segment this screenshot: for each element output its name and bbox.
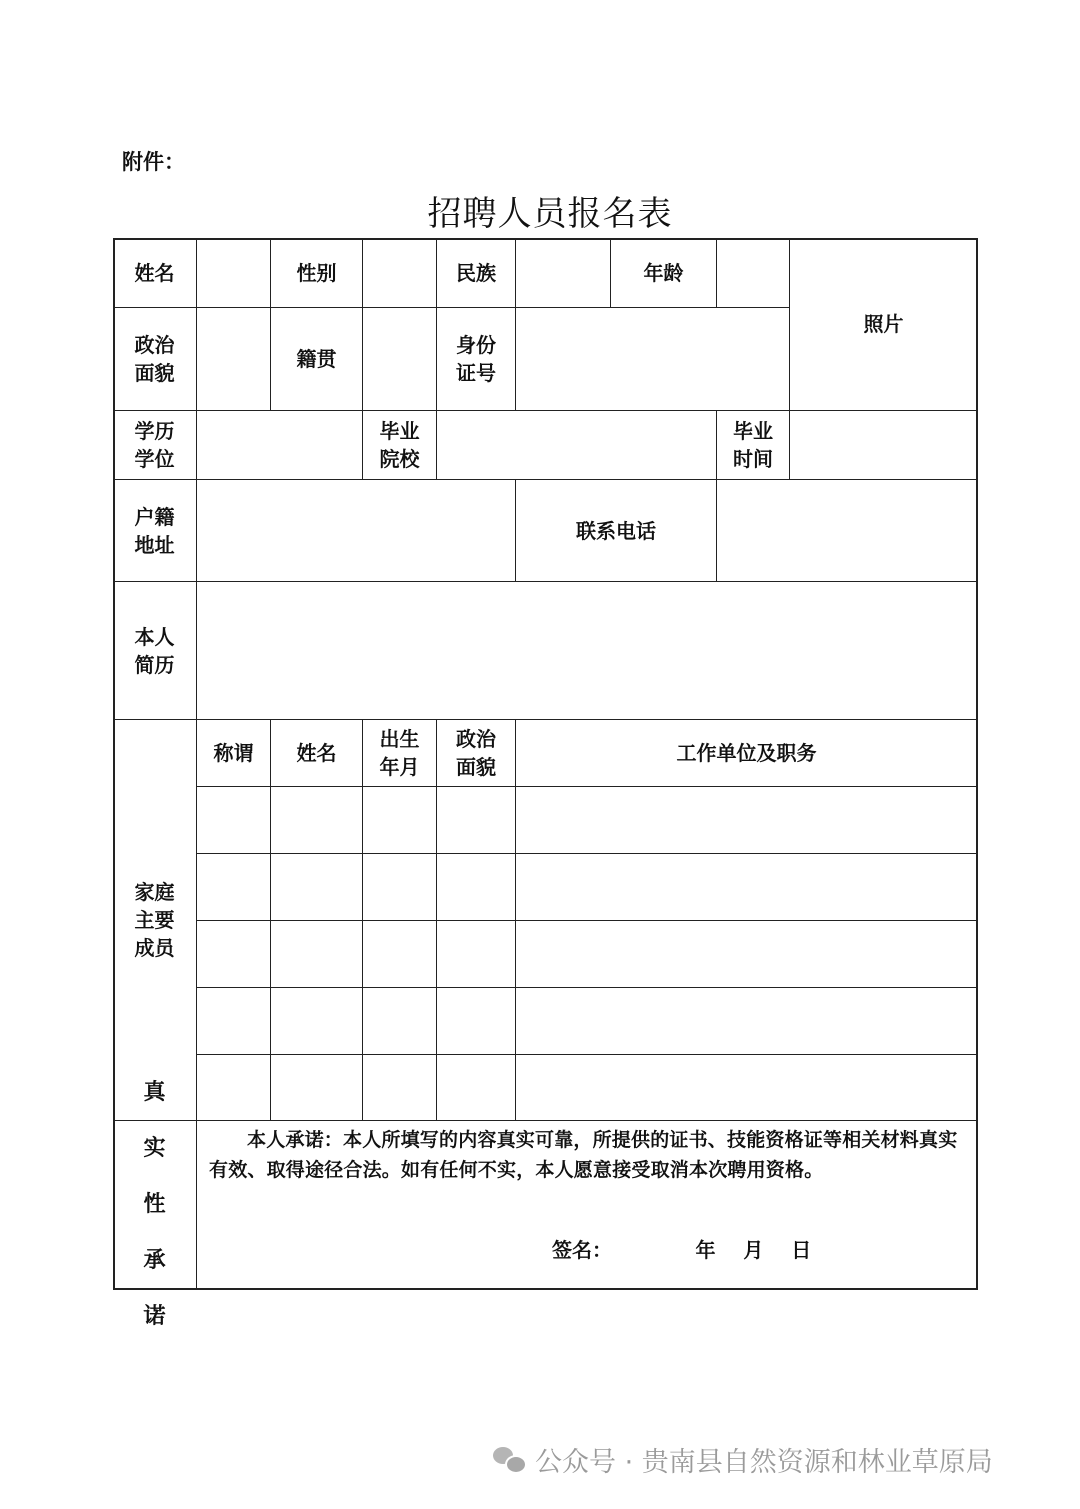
family-cell-political[interactable]	[437, 787, 516, 854]
family-cell-employer[interactable]	[516, 921, 978, 988]
label-education: 学历 学位	[113, 411, 197, 480]
family-header-employer: 工作单位及职务	[516, 720, 978, 787]
family-cell-relation[interactable]	[197, 1055, 271, 1121]
family-cell-relation[interactable]	[197, 787, 271, 854]
signature-line[interactable]: 签名： 年 月 日	[552, 1238, 812, 1262]
pledge-label-line: 性承	[143, 1192, 184, 1273]
family-header-relation: 称谓	[197, 720, 271, 787]
field-household-address[interactable]	[197, 480, 516, 582]
family-cell-birth[interactable]	[363, 787, 437, 854]
label-id-number: 身份 证号	[437, 308, 516, 411]
family-cell-birth[interactable]	[363, 921, 437, 988]
wechat-icon	[493, 1447, 525, 1473]
field-phone[interactable]	[717, 480, 978, 582]
attachment-label: 附件：	[122, 150, 185, 174]
family-cell-employer[interactable]	[516, 787, 978, 854]
family-cell-name[interactable]	[271, 921, 363, 988]
field-school[interactable]	[437, 411, 717, 480]
field-native-place[interactable]	[363, 308, 437, 411]
family-cell-name[interactable]	[271, 1055, 363, 1121]
label-gender: 性别	[271, 238, 363, 308]
field-id-number[interactable]	[516, 308, 790, 411]
label-phone: 联系电话	[516, 480, 717, 582]
field-resume[interactable]	[197, 582, 978, 720]
photo-box[interactable]: 照片	[790, 238, 978, 411]
pledge-box	[197, 1121, 978, 1290]
family-cell-name[interactable]	[271, 787, 363, 854]
pledge-label-line: 诺	[143, 1304, 184, 1329]
label-truthfulness-pledge	[113, 1080, 197, 1329]
label-school: 毕业 院校	[363, 411, 437, 480]
family-cell-employer[interactable]	[516, 854, 978, 921]
family-header-name: 姓名	[271, 720, 363, 787]
label-graduation-time: 毕业 时间	[717, 411, 790, 480]
field-age[interactable]	[717, 238, 790, 308]
pledge-label-line: 真实	[143, 1080, 184, 1161]
family-cell-political[interactable]	[437, 921, 516, 988]
family-cell-name[interactable]	[271, 854, 363, 921]
family-cell-name[interactable]	[271, 988, 363, 1055]
label-resume: 本人 简历	[113, 582, 197, 720]
family-cell-relation[interactable]	[197, 921, 271, 988]
family-header-birth: 出生 年月	[363, 720, 437, 787]
family-cell-relation[interactable]	[197, 988, 271, 1055]
family-cell-political[interactable]	[437, 1055, 516, 1121]
label-household-address: 户籍 地址	[113, 480, 197, 582]
label-family-members: 家庭 主要 成员	[113, 720, 197, 1121]
pledge-text: 本人承诺：本人所填写的内容真实可靠，所提供的证书、技能资格证等相关材料真实有效、取得途径合法。如有任何不实，本人愿意接受取消本次聘用资格。	[209, 1129, 958, 1181]
family-cell-birth[interactable]	[363, 854, 437, 921]
field-ethnicity[interactable]	[516, 238, 611, 308]
label-political-status: 政治 面貌	[113, 308, 197, 411]
family-cell-political[interactable]	[437, 988, 516, 1055]
family-cell-employer[interactable]	[516, 1055, 978, 1121]
label-native-place: 籍贯	[271, 308, 363, 411]
label-name: 姓名	[113, 238, 197, 308]
family-header-political: 政治 面貌	[437, 720, 516, 787]
family-cell-birth[interactable]	[363, 1055, 437, 1121]
family-cell-political[interactable]	[437, 854, 516, 921]
label-age: 年龄	[611, 238, 717, 308]
field-graduation-time[interactable]	[790, 411, 978, 480]
field-education[interactable]	[197, 411, 363, 480]
watermark-text: 公众号 · 贵南县自然资源和林业草原局	[535, 1447, 993, 1478]
form-title: 招聘人员报名表	[427, 194, 673, 234]
field-name[interactable]	[197, 238, 271, 308]
field-political-status[interactable]	[197, 308, 271, 411]
field-gender[interactable]	[363, 238, 437, 308]
label-ethnicity: 民族	[437, 238, 516, 308]
family-cell-birth[interactable]	[363, 988, 437, 1055]
watermark	[493, 1440, 993, 1479]
family-cell-relation[interactable]	[197, 854, 271, 921]
family-cell-employer[interactable]	[516, 988, 978, 1055]
